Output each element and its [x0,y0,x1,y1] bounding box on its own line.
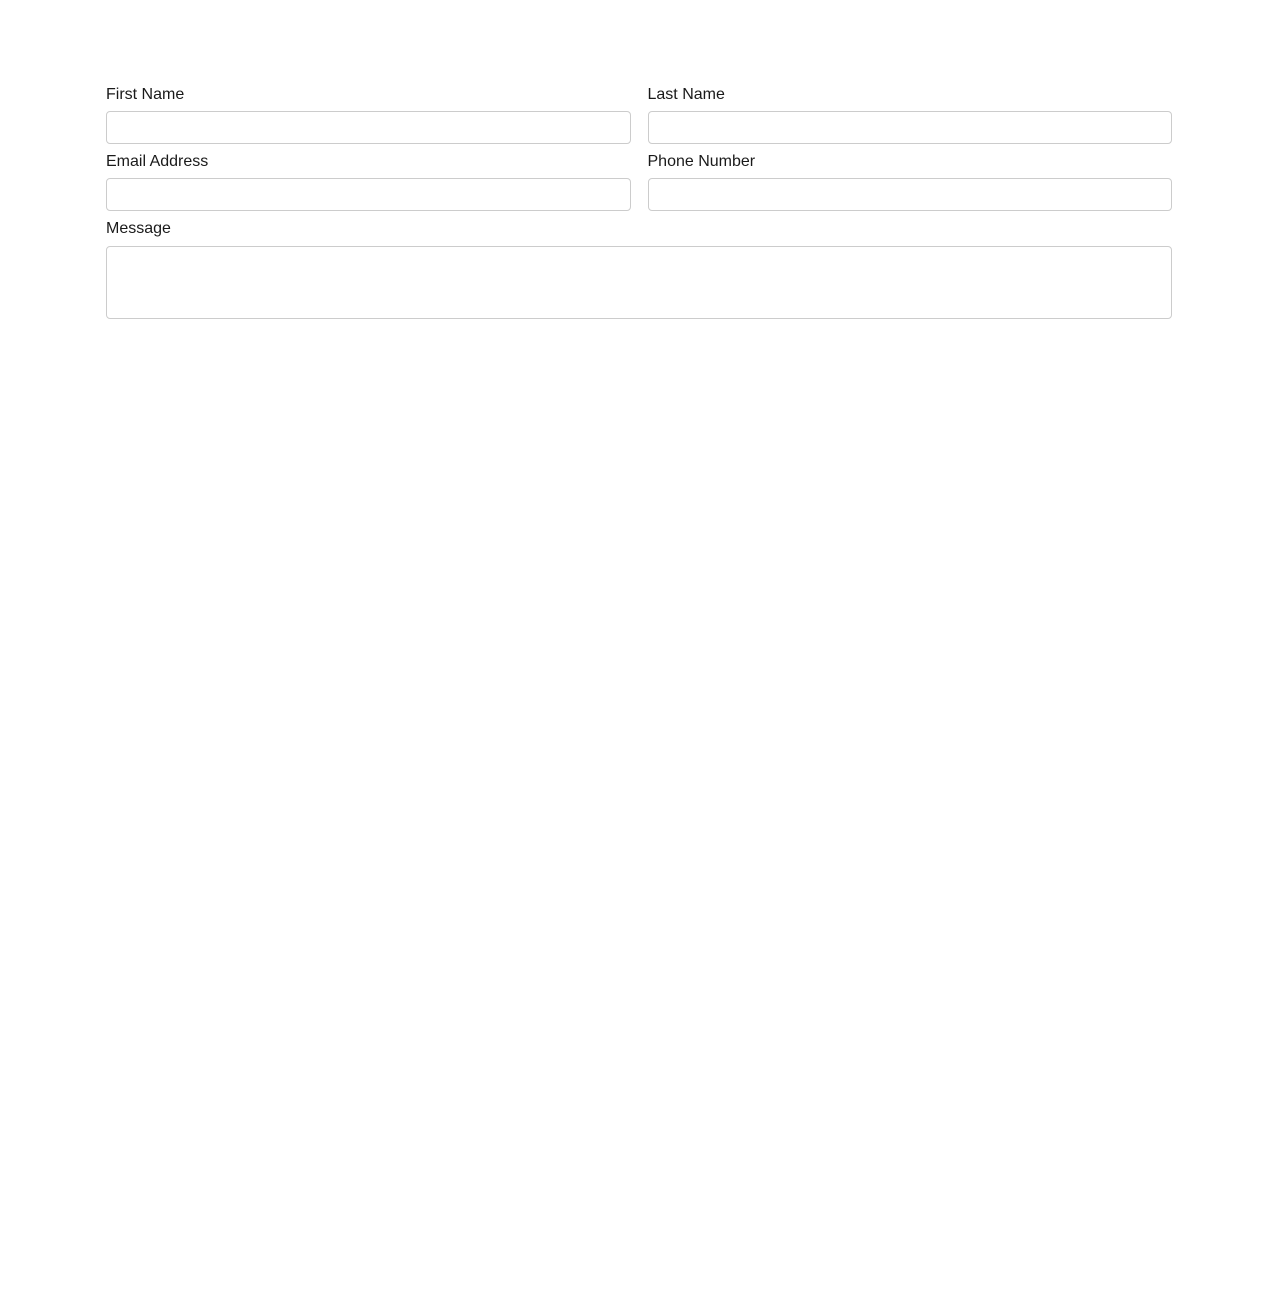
first-name-label: First Name [106,86,185,103]
phone-number-label: Phone Number [647,153,756,171]
first-name-input[interactable] [106,111,631,144]
message-label: Message [106,220,171,238]
contact-form [106,0,1172,319]
field-email-address [106,152,631,211]
message-textarea[interactable] [106,246,1172,319]
field-phone-number [648,152,1173,211]
field-message [106,219,1172,318]
email-address-label: Email Address [106,153,209,171]
field-last-name [648,85,1173,144]
phone-number-input[interactable] [648,178,1173,211]
last-name-label: Last Name [647,86,725,103]
last-name-input[interactable] [648,111,1173,144]
email-address-input[interactable] [106,178,631,211]
field-first-name [106,85,631,144]
form-grid [106,85,1172,219]
